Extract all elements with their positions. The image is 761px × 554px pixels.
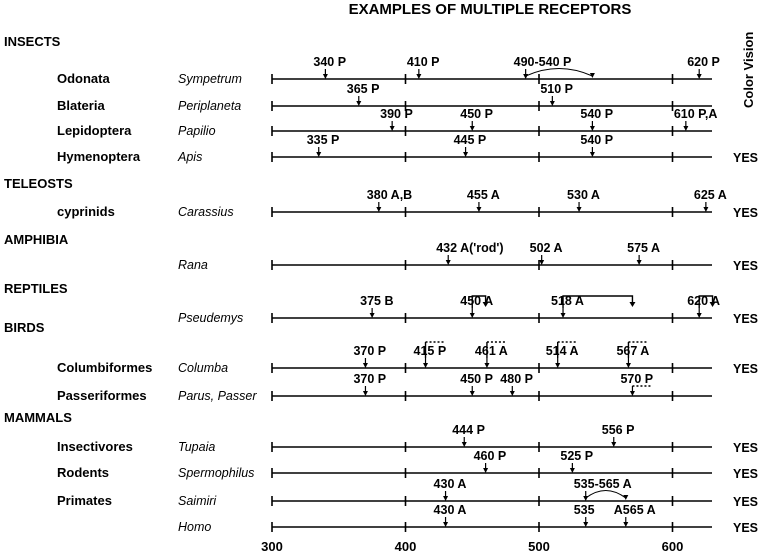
peak-label: 415 P [413,344,447,358]
genus-label: Spermophilus [178,466,255,480]
peak-540 [580,107,613,131]
peak-label: 430 A [433,503,467,517]
genus-label: Tupaia [178,440,216,454]
peak-label: 620 P [687,55,720,69]
peak-label: 340 P [313,55,347,69]
group-label-insects: INSECTS [4,34,61,49]
peak-label: 410 P [406,55,440,69]
row-papilio [57,107,717,138]
peak-label: 450 P [460,372,493,386]
row-apis [57,133,758,165]
peak-label: 540 P [580,133,614,147]
color-vision-value: YES [733,259,759,273]
peak-label: 444 P [452,423,485,437]
group-label-amphibia: AMPHIBIA [4,232,69,247]
peak-432 [436,241,503,265]
row-sympetrum [57,55,720,86]
peak-530 [567,188,600,212]
peak-label: 518 A [551,294,584,308]
peak-370 [353,372,386,396]
row-pseudemys [178,294,758,326]
peak-label: A565 A [613,503,656,517]
order-label: Insectivores [57,439,133,454]
genus-label: Carassius [178,205,234,219]
peak-620 [687,55,720,79]
color-vision-value: YES [733,151,759,165]
peak-567 [616,342,649,368]
color-vision-value: YES [733,441,759,455]
order-label: Rodents [57,465,109,480]
genus-label: Pseudemys [178,311,244,325]
color-vision-header: Color Vision [741,31,756,108]
peak-540 [580,133,613,157]
group-label-birds: BIRDS [4,320,45,335]
peak-375 [360,294,393,318]
axis-tick-label-300: 300 [261,539,283,554]
order-label: Odonata [57,71,110,86]
peak-label: 335 P [306,133,340,147]
peak-label: 480 P [500,372,533,386]
color-vision-value: YES [733,206,759,220]
row-tupaia [57,423,758,455]
peak-556 [602,423,635,447]
genus-label: Columba [178,361,229,375]
peak-450 [460,107,493,131]
peak-430 [434,503,467,527]
peak-620 [687,294,720,318]
row-homo [178,503,758,535]
order-label: cyprinids [57,204,115,219]
peak-444 [452,423,485,447]
axis-tick-label-400: 400 [394,539,417,554]
peak-450 [460,372,493,396]
peak-label: 575 A [627,241,661,255]
peak-610 [674,107,718,131]
genus-label: Rana [178,258,208,272]
peak-410 [407,55,440,79]
genus-label: Sympetrum [178,72,242,86]
peak-label: 380 A,B [366,188,413,202]
peak-label: 535-565 A [573,477,632,491]
range-bracket [526,69,593,77]
peak-510 [540,82,573,106]
peak-label: 556 P [601,423,635,437]
peak-label: 610 P,A [673,107,718,121]
peak-575 [627,241,660,265]
order-label: Lepidoptera [57,123,132,138]
peak-label: 490-540 P [513,55,572,69]
wavelength-axis [261,539,683,554]
peak-570 [620,372,653,396]
order-label: Blateria [57,98,105,113]
peak-518 [551,294,635,318]
peak-label: 620 A [687,294,721,308]
receptor-rows [57,55,758,535]
order-label: Primates [57,493,112,508]
peak-label: 370 P [353,372,387,386]
peak-450 [460,294,493,318]
peak-535 [574,503,595,527]
peak-label: 540 P [580,107,614,121]
peak-label: 567 A [616,344,650,358]
peak-label: 450 P [460,107,493,121]
genus-label: Apis [178,150,203,164]
row-parus-passer [57,372,712,403]
peak-514 [546,342,579,368]
row-carassius [57,188,758,220]
peak-label: 530 A [567,188,600,202]
peak-label: 450 A [460,294,494,308]
peak-340 [313,55,346,79]
peak-490 [514,55,595,79]
genus-label: Parus, Passer [178,389,257,403]
peak-label: 570 P [620,372,654,386]
color-vision-value: YES [733,362,759,376]
peak-label: 535 [573,503,595,517]
group-label-mammals: MAMMALS [4,410,72,425]
peak-502 [530,241,563,265]
group-label-teleosts: TELEOSTS [4,176,73,191]
diagram-title: EXAMPLES OF MULTIPLE RECEPTORS [348,1,632,18]
peak-label: 514 A [545,344,579,358]
peak-480 [500,372,533,396]
peak-label: 390 P [380,107,413,121]
peak-430 [434,477,467,501]
range-bracket [586,491,626,499]
peak-label: 510 P [540,82,574,96]
color-vision-value: YES [733,312,759,326]
peak-label: 445 P [453,133,487,147]
order-label: Passeriformes [57,388,147,403]
peak-625 [694,188,727,212]
peak-370 [353,344,386,368]
peak-label: 370 P [353,344,387,358]
color-vision-value: YES [733,495,759,509]
peak-445 [454,133,487,157]
color-vision-value: YES [733,521,759,535]
peak-label: 460 P [473,449,507,463]
peak-label: 430 A [433,477,467,491]
genus-label: Homo [178,520,212,534]
row-columba [57,342,758,376]
range-arrow-head [623,495,628,500]
peak-label: 432 A('rod') [436,241,504,255]
row-spermophilus [57,449,758,481]
shift-arrow-head [629,302,635,307]
peak-label: 455 A [466,188,500,202]
peak-390 [380,107,413,131]
axis-tick-label-600: 600 [661,539,684,554]
genus-label: Saimiri [178,494,217,508]
peak-461 [475,342,508,368]
peak-455 [467,188,500,212]
peak-415 [414,342,447,368]
peak-525 [560,449,593,473]
row-rana [178,241,758,273]
peak-460 [474,449,507,473]
order-label: Columbiformes [57,360,153,375]
peak-label: 461 A [474,344,508,358]
color-vision-value: YES [733,467,759,481]
genus-label: Periplaneta [178,99,242,113]
order-label: Hymenoptera [57,149,141,164]
genus-label: Papilio [178,124,216,138]
peak-label: 625 A [693,188,727,202]
peak-565 [614,503,656,527]
peak-label: 375 B [360,294,394,308]
peak-335 [307,133,340,157]
axis-tick-label-500: 500 [528,539,550,554]
group-label-reptiles: REPTILES [4,281,68,296]
peak-label: 502 A [529,241,563,255]
peak-365 [347,82,380,106]
peak-label: 525 P [560,449,594,463]
peak-label: 365 P [346,82,380,96]
peak-535 [574,477,632,501]
